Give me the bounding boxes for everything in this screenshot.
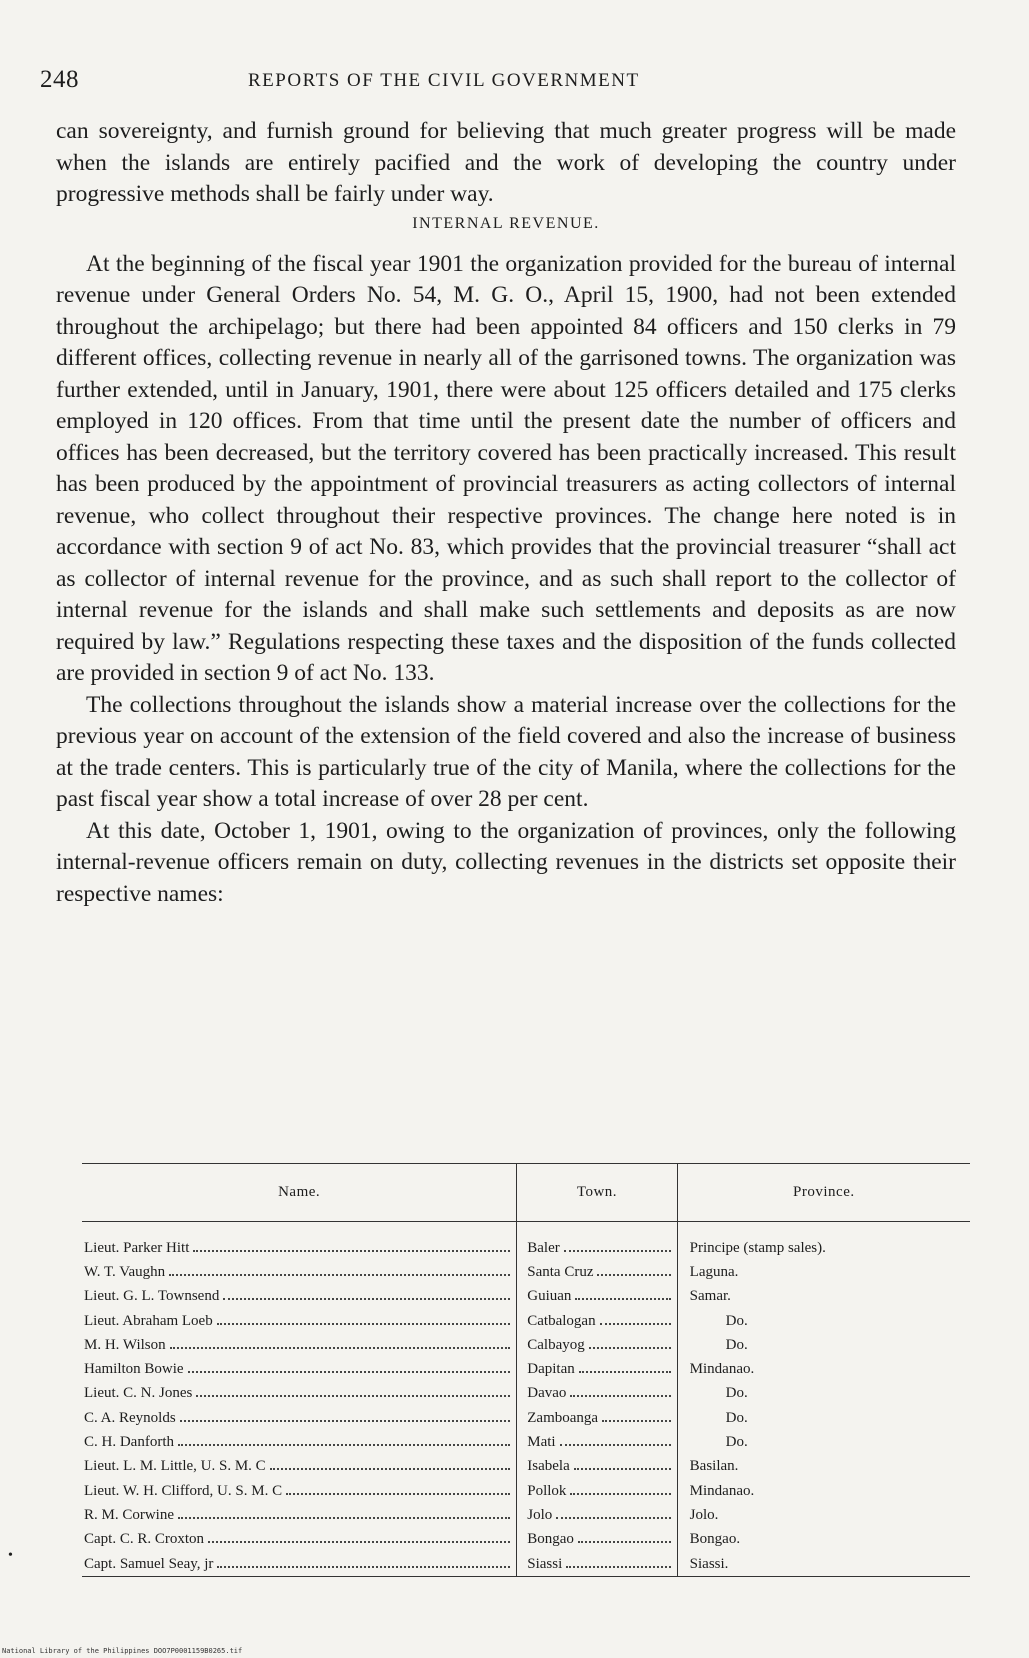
town-cell xyxy=(517,1333,677,1357)
town-name: Guiuan xyxy=(527,1288,572,1305)
leader-dots xyxy=(193,1250,510,1252)
leader-dots xyxy=(180,1420,511,1422)
table-row xyxy=(82,1552,970,1576)
leader-dots xyxy=(286,1493,510,1495)
leader-dots xyxy=(575,1298,670,1300)
officer-name: Lieut. C. N. Jones xyxy=(84,1385,193,1402)
table-header-row xyxy=(82,1164,970,1222)
town-cell xyxy=(517,1430,677,1454)
officer-name: C. A. Reynolds xyxy=(84,1409,176,1426)
leader-dots xyxy=(178,1517,510,1519)
province-cell: Mindanao. xyxy=(689,1482,755,1499)
town-name: Pollok xyxy=(527,1482,567,1499)
leader-dots xyxy=(570,1493,670,1495)
leader-dots xyxy=(169,1274,510,1276)
table-row xyxy=(82,1528,970,1552)
scan-footer: National Library of the Philippines DOO7P0001159B0265.tif xyxy=(2,1647,243,1655)
table-row xyxy=(82,1285,970,1309)
margin-mark: • xyxy=(8,1548,13,1563)
town-name: Isabela xyxy=(527,1458,570,1475)
province-cell: Do. xyxy=(725,1336,748,1353)
officer-name-cell xyxy=(82,1430,517,1454)
leader-dots xyxy=(196,1395,510,1397)
leader-dots xyxy=(600,1323,671,1325)
leader-dots xyxy=(578,1541,671,1543)
leader-dots xyxy=(570,1395,670,1397)
header-province: Province. xyxy=(677,1164,970,1222)
officer-name-cell xyxy=(82,1552,517,1576)
town-cell xyxy=(517,1455,677,1479)
paragraph-collections: The collections throughout the islands show a material increase over the collections for the previous year on account of the extension of the field covered and also the increase of business at the trade centers. This is particularly true of the city of Manila, where the collections for the past fiscal year show a total increase of over 28 per cent. xyxy=(56,691,956,812)
table-row xyxy=(82,1430,970,1454)
officer-name: Lieut. W. H. Clifford, U. S. M. C xyxy=(84,1482,283,1499)
leader-dots xyxy=(208,1541,510,1543)
paragraph-officers-intro: At this date, October 1, 1901, owing to the organization of provinces, only the following internal-revenue officers remain on duty, collecting revenues in the districts set opposite their respective names: xyxy=(56,817,956,907)
running-title: REPORTS OF THE CIVIL GOVERNMENT xyxy=(248,70,640,91)
town-name: Zamboanga xyxy=(527,1409,599,1426)
town-cell xyxy=(517,1552,677,1576)
officer-name: M. H. Wilson xyxy=(84,1336,166,1353)
page-number: 248 xyxy=(40,66,79,93)
province-cell: Jolo. xyxy=(689,1506,719,1523)
town-name: Calbayog xyxy=(527,1336,585,1353)
officer-name: Capt. Samuel Seay, jr xyxy=(84,1555,214,1572)
paragraph-continuation: can sovereignty, and furnish ground for believing that much greater progress will be made when the islands are entirely pacified and the work of developing the country under progressive methods shall be fairly under way. xyxy=(56,118,956,207)
leader-dots xyxy=(223,1298,510,1300)
leader-dots xyxy=(170,1347,511,1349)
province-cell: Siassi. xyxy=(689,1555,729,1572)
paragraph-organization: At the beginning of the fiscal year 1901 the organization provided for the bureau of internal revenue under General Orders No. 54, M. G. O., April 15, 1900, had not been extended throughout the archipelago; but there had been appointed 84 officers and 150 clerks in 79 different offices, collecting revenue in nearly all of the garrisoned towns. The organization was further extended, until in January, 1901, there were about 125 officers detailed and 175 clerks employed in 120 offices. From that time until the present date the number of officers and offices has been decreased, but the territory covered has been practically increased. This result has been produced by the appointment of provincial treasurers as acting collectors of internal revenue, who collect throughout their respective provinces. The change here noted is in accordance with section 9 of act No. 83, which provides that the provincial treasurer “shall act as collector of internal revenue for the province, and as such shall report to the collector of internal revenue for the islands and shall make such settlements and deposits as are now required by law.” Regulations respecting these taxes and the disposition of the funds collected are provided in section 9 of act No. 133. xyxy=(56,250,956,686)
town-name: Baler xyxy=(527,1239,560,1256)
town-cell xyxy=(517,1357,677,1381)
town-name: Davao xyxy=(527,1385,567,1402)
body-text xyxy=(56,116,956,910)
leader-dots xyxy=(574,1468,671,1470)
table-body xyxy=(82,1222,970,1577)
town-cell xyxy=(517,1309,677,1333)
table-spacer-row xyxy=(82,1222,970,1237)
leader-dots xyxy=(579,1371,671,1373)
town-cell xyxy=(517,1260,677,1284)
leader-dots xyxy=(560,1444,671,1446)
officer-name-cell xyxy=(82,1333,517,1357)
leader-dots xyxy=(178,1444,510,1446)
officer-name-cell xyxy=(82,1503,517,1527)
leader-dots xyxy=(564,1250,671,1252)
officer-name-cell xyxy=(82,1260,517,1284)
table-row xyxy=(82,1406,970,1430)
officer-name-cell xyxy=(82,1309,517,1333)
table-row xyxy=(82,1479,970,1503)
town-cell xyxy=(517,1479,677,1503)
town-name: Bongao xyxy=(527,1531,574,1548)
town-cell xyxy=(517,1406,677,1430)
section-heading: INTERNAL REVENUE. xyxy=(412,214,600,232)
leader-dots xyxy=(602,1420,671,1422)
town-name: Mati xyxy=(527,1434,556,1451)
officer-name: Hamilton Bowie xyxy=(84,1361,184,1378)
header-town: Town. xyxy=(517,1164,677,1222)
officers-table-area xyxy=(82,1163,970,1577)
table-row xyxy=(82,1503,970,1527)
officer-name-cell xyxy=(82,1285,517,1309)
province-cell: Bongao. xyxy=(689,1531,741,1548)
town-name: Jolo xyxy=(527,1506,553,1523)
leader-dots xyxy=(270,1468,511,1470)
officer-name-cell xyxy=(82,1382,517,1406)
town-name: Santa Cruz xyxy=(527,1263,594,1280)
officer-name: C. H. Danforth xyxy=(84,1434,174,1451)
officer-name: Lieut. Abraham Loeb xyxy=(84,1312,213,1329)
officers-table xyxy=(82,1164,970,1576)
table-bottom-rule xyxy=(82,1576,970,1577)
table-row xyxy=(82,1333,970,1357)
town-name: Catbalogan xyxy=(527,1312,596,1329)
table-row xyxy=(82,1260,970,1284)
officer-name: Lieut. L. M. Little, U. S. M. C xyxy=(84,1458,266,1475)
town-cell xyxy=(517,1503,677,1527)
province-cell: Samar. xyxy=(689,1288,731,1305)
town-name: Dapitan xyxy=(527,1361,575,1378)
town-cell xyxy=(517,1285,677,1309)
province-cell: Do. xyxy=(725,1434,748,1451)
province-cell: Principe (stamp sales). xyxy=(689,1239,826,1256)
officer-name-cell xyxy=(82,1357,517,1381)
leader-dots xyxy=(597,1274,670,1276)
province-cell: Basilan. xyxy=(689,1458,739,1475)
table-row xyxy=(82,1382,970,1406)
officer-name-cell xyxy=(82,1528,517,1552)
town-cell xyxy=(517,1236,677,1260)
table-row xyxy=(82,1357,970,1381)
town-cell xyxy=(517,1382,677,1406)
header-name: Name. xyxy=(82,1164,517,1222)
officer-name-cell xyxy=(82,1236,517,1260)
officer-name: Lieut. Parker Hitt xyxy=(84,1239,190,1256)
officer-name: Lieut. G. L. Townsend xyxy=(84,1288,220,1305)
leader-dots xyxy=(556,1517,670,1519)
leader-dots xyxy=(217,1566,510,1568)
province-cell: Do. xyxy=(725,1409,748,1426)
leader-dots xyxy=(188,1371,511,1373)
leader-dots xyxy=(589,1347,671,1349)
officer-name: R. M. Corwine xyxy=(84,1506,174,1523)
province-cell: Laguna. xyxy=(689,1263,739,1280)
province-cell: Mindanao. xyxy=(689,1361,755,1378)
officer-name-cell xyxy=(82,1406,517,1430)
table-row xyxy=(82,1236,970,1260)
town-name: Siassi xyxy=(527,1555,563,1572)
leader-dots xyxy=(566,1566,670,1568)
table-row xyxy=(82,1455,970,1479)
table-row xyxy=(82,1309,970,1333)
province-cell: Do. xyxy=(725,1312,748,1329)
province-cell: Do. xyxy=(725,1385,748,1402)
leader-dots xyxy=(217,1323,511,1325)
officer-name: W. T. Vaughn xyxy=(84,1263,166,1280)
town-cell xyxy=(517,1528,677,1552)
officer-name-cell xyxy=(82,1455,517,1479)
officer-name-cell xyxy=(82,1479,517,1503)
officer-name: Capt. C. R. Croxton xyxy=(84,1531,205,1548)
